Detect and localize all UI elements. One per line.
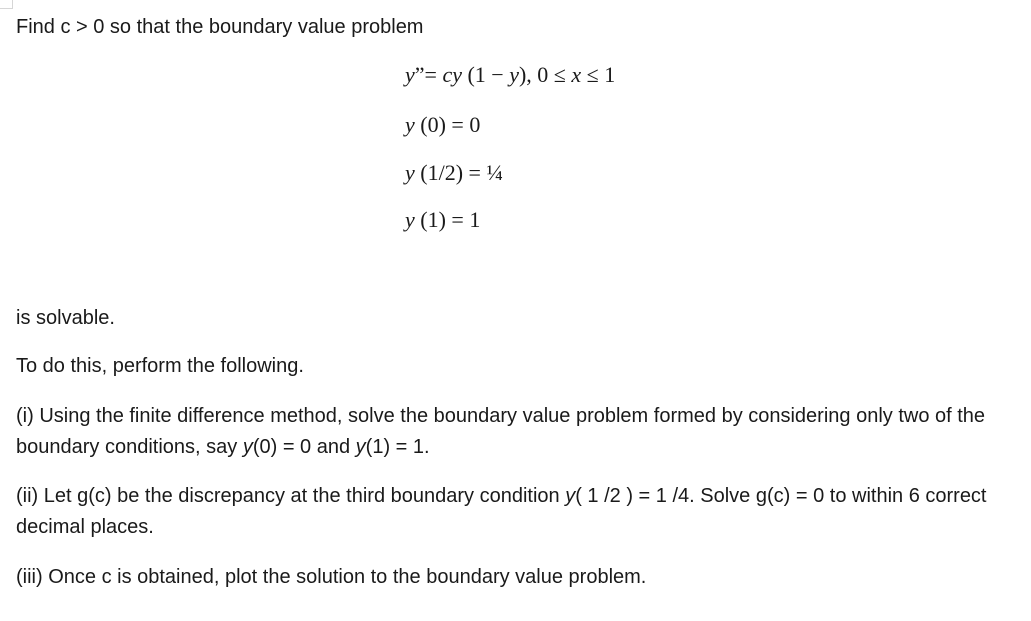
boundary-condition-zero: y (0) = 0 [405, 112, 481, 137]
page-corner-mark [0, 0, 13, 9]
solvable-text: is solvable. [16, 307, 115, 329]
step-three: (iii) Once c is obtained, plot the solution to the boundary value problem. [16, 566, 647, 588]
ode-equation: y”= cy (1 − y), 0 ≤ x ≤ 1 [405, 62, 616, 87]
step-two: (ii) Let g(c) be the discrepancy at the third boundary condition y( 1 /2 ) = 1 /4. Solve g(c) = 0 to within 6 correct decimal places. [16, 485, 987, 538]
boundary-condition-one: y (1) = 1 [405, 207, 481, 232]
step-one: (i) Using the finite difference method, solve the boundary value problem formed by considering only two of the boundary conditions, say y(0) = 0 and y(1) = 1. [16, 405, 986, 458]
boundary-condition-half: y (1/2) = ¼ [405, 160, 503, 185]
instructions-intro: To do this, perform the following. [16, 355, 304, 377]
intro-text: Find c > 0 so that the boundary value problem [16, 16, 424, 38]
